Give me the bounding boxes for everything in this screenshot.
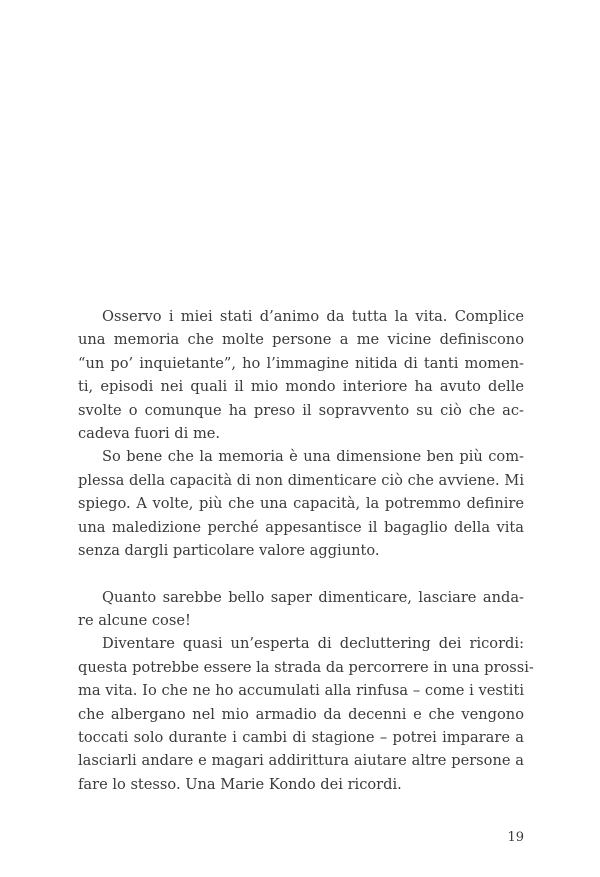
text-line: ma vita. Io che ne ho accumulati alla rinfusa – come i vestiti <box>78 682 524 700</box>
paragraph-3 <box>78 586 524 633</box>
text-line: che albergano nel mio armadio da decenni e che vengono <box>78 705 524 723</box>
body-text <box>78 305 534 796</box>
text-line: questa potrebbe essere la strada da percorrere in una prossi- <box>78 658 534 676</box>
paragraph-4 <box>78 632 534 796</box>
text-line: fare lo stesso. Una Marie Kondo dei ricordi. <box>78 775 402 793</box>
text-line: plessa della capacità di non dimenticare ciò che avviene. Mi <box>78 471 524 489</box>
paragraph-2 <box>78 445 524 562</box>
text-line: Diventare quasi un’esperta di decluttering dei ricordi: <box>102 635 524 653</box>
text-line: cadeva fuori di me. <box>78 424 221 442</box>
text-line: So bene che la memoria è una dimensione ben più com- <box>102 448 524 466</box>
text-line: una maledizione perché appesantisce il bagaglio della vita <box>78 518 524 536</box>
text-line: senza dargli particolare valore aggiunto. <box>78 541 380 559</box>
text-line: una memoria che molte persone a me vicine definiscono <box>78 331 524 349</box>
text-line: “un po’ inquietante”, ho l’immagine nitida di tanti momen- <box>78 354 524 372</box>
text-line: spiego. A volte, più che una capacità, la potremmo definire <box>78 495 524 513</box>
text-line: Osservo i miei stati d’animo da tutta la vita. Complice <box>102 308 524 325</box>
text-line: svolte o comunque ha preso il sopravvento su ciò che ac- <box>78 401 524 419</box>
section-break <box>78 562 524 585</box>
page-number: 19 <box>507 830 524 845</box>
text-line: re alcune cose! <box>78 612 191 630</box>
text-line: Quanto sarebbe bello saper dimenticare, lasciare anda- <box>102 588 524 606</box>
text-line: toccati solo durante i cambi di stagione – potrei imparare a <box>78 729 524 747</box>
paragraph-1 <box>78 305 524 445</box>
text-line: ti, episodi nei quali il mio mondo interiore ha avuto delle <box>78 378 524 396</box>
text-line: lasciarli andare e magari addirittura aiutare altre persone a <box>78 752 524 770</box>
